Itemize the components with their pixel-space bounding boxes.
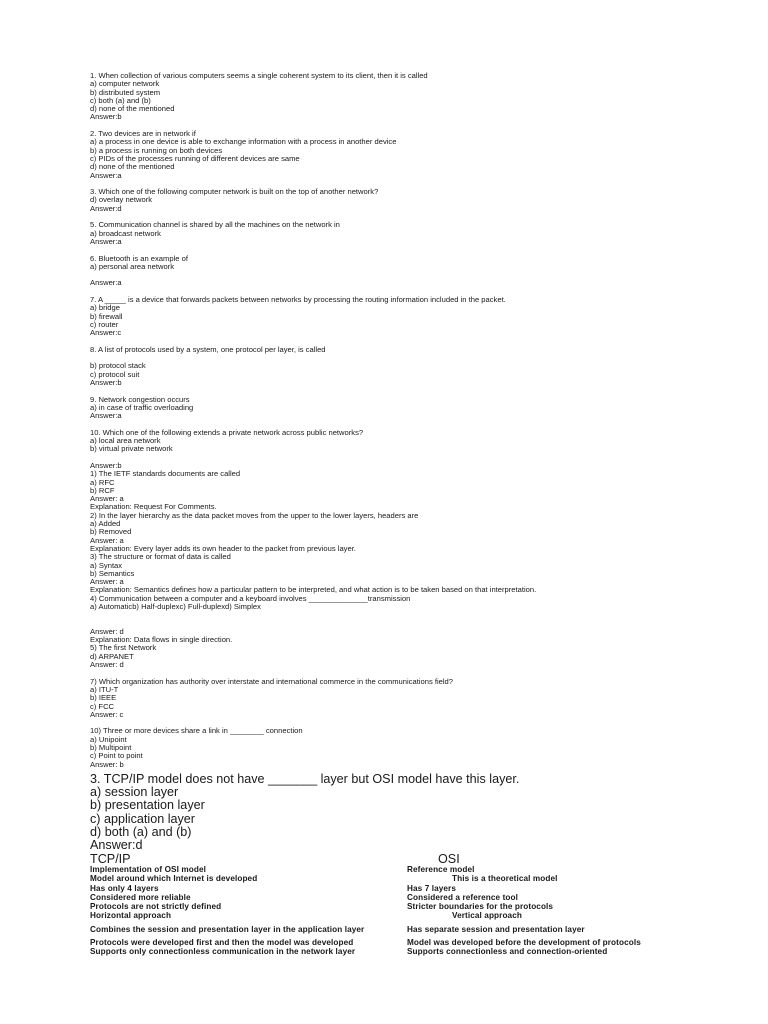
osi-cell: Has separate session and presentation layer bbox=[407, 924, 585, 934]
tcpip-cell: Combines the session and presentation layer in the application layer bbox=[90, 924, 365, 934]
question-6 bbox=[90, 255, 690, 288]
comparison-table bbox=[90, 852, 690, 956]
tcpip-question bbox=[90, 773, 690, 852]
question-9 bbox=[90, 396, 690, 421]
option: b) presentation layer bbox=[90, 798, 205, 813]
text-line: c) FCC bbox=[90, 701, 115, 711]
tcpip-cell: Has only 4 layers bbox=[90, 883, 159, 893]
option: a) session layer bbox=[90, 785, 179, 800]
text-line: 4) Communication between a computer and a keyboard involves ______________transmission bbox=[90, 593, 411, 603]
question-2 bbox=[90, 130, 690, 180]
question-text: 3. TCP/IP model does not have _______ layer but OSI model have this layer. bbox=[90, 771, 520, 786]
osi-cell: Supports connectionless and connection-oriented bbox=[407, 947, 608, 957]
option: b) firewall bbox=[90, 311, 123, 321]
text-line: a) ITU-T bbox=[90, 684, 119, 694]
option: d) both (a) and (b) bbox=[90, 824, 192, 839]
question-text: 8. A list of protocols used by a system, one protocol per layer, is called bbox=[90, 344, 326, 354]
text-line: a) Automaticb) Half-duplexc) Full-duplexd) Simplex bbox=[90, 602, 261, 611]
question-8 bbox=[90, 346, 690, 387]
text-line: 5) The first Network bbox=[90, 643, 157, 653]
option: a) a process in one device is able to exchange information with a process in another device bbox=[90, 137, 397, 147]
table-row bbox=[90, 893, 690, 902]
answer: Answer:a bbox=[90, 170, 122, 180]
answer: Answer:b bbox=[90, 112, 122, 122]
tcpip-header: TCP/IP bbox=[90, 852, 131, 867]
answer: Answer:b bbox=[90, 377, 122, 387]
comparison-rows bbox=[90, 865, 690, 956]
table-row bbox=[90, 902, 690, 911]
text-line: b) Multipoint bbox=[90, 743, 132, 753]
text-line: b) IEEE bbox=[90, 693, 117, 703]
option: d) overlay network bbox=[90, 195, 153, 205]
document-page bbox=[90, 72, 690, 957]
option: a) in case of traffic overloading bbox=[90, 402, 194, 412]
osi-cell: Considered a reference tool bbox=[407, 892, 518, 902]
question-1 bbox=[90, 72, 690, 122]
text-line: 3) The structure or format of data is called bbox=[90, 552, 231, 562]
question-10 bbox=[90, 429, 690, 470]
answer: Answer:a bbox=[90, 278, 122, 288]
osi-cell: Has 7 layers bbox=[407, 883, 456, 893]
tcpip-cell: Considered more reliable bbox=[90, 892, 191, 902]
option: a) computer network bbox=[90, 79, 160, 89]
question-7 bbox=[90, 296, 690, 337]
text-line: 1) The IETF standards documents are called bbox=[90, 469, 241, 479]
osi-cell: This is a theoretical model bbox=[452, 874, 558, 884]
question-text: 5. Communication channel is shared by all the machines on the network in bbox=[90, 220, 340, 230]
tcpip-cell: Supports only connectionless communication in the network layer bbox=[90, 947, 356, 957]
text-line: 2) In the layer hierarchy as the data packet moves from the upper to the lower layers, headers are bbox=[90, 510, 419, 520]
option: c) protocol suit bbox=[90, 369, 140, 379]
option: d) none of the mentioned bbox=[90, 104, 175, 114]
option: b) distributed system bbox=[90, 87, 161, 97]
text-line: Answer: d bbox=[90, 626, 124, 636]
question-text: 3. Which one of the following computer network is built on the top of another network? bbox=[90, 187, 379, 197]
answer: Answer:d bbox=[90, 837, 143, 852]
text-line: Answer: a bbox=[90, 577, 124, 587]
option: b) protocol stack bbox=[90, 361, 146, 371]
quiz-section-1 bbox=[90, 72, 690, 470]
quiz-section-2 bbox=[90, 470, 690, 769]
text-line: Answer: a bbox=[90, 494, 124, 504]
question-3 bbox=[90, 188, 690, 213]
table-row bbox=[90, 874, 690, 883]
text-line: a) RFC bbox=[90, 477, 115, 487]
text-line: a) Syntax bbox=[90, 560, 123, 570]
table-row bbox=[90, 865, 690, 874]
tcpip-cell: Protocols were developed first and then the model was developed bbox=[90, 938, 354, 948]
text-line: Explanation: Data flows in single direction. bbox=[90, 635, 233, 645]
text-line: Answer: d bbox=[90, 660, 124, 670]
tcpip-cell: Protocols are not strictly defined bbox=[90, 901, 222, 911]
comparison-header bbox=[90, 852, 690, 865]
text-line: Answer: b bbox=[90, 759, 124, 769]
text-line: b) RCF bbox=[90, 485, 115, 495]
option: c) router bbox=[90, 319, 119, 329]
question-text: 6. Bluetooth is an example of bbox=[90, 253, 188, 263]
option: c) PIDs of the processes running of different devices are same bbox=[90, 153, 300, 163]
table-row bbox=[90, 947, 690, 956]
text-line: c) Point to point bbox=[90, 751, 143, 761]
answer: Answer:a bbox=[90, 236, 122, 246]
option: a) personal area network bbox=[90, 261, 174, 271]
osi-header: OSI bbox=[438, 852, 460, 867]
text-line: d) ARPANET bbox=[90, 651, 134, 661]
text-line: Answer: c bbox=[90, 709, 124, 719]
osi-cell: Model was developed before the development of protocols bbox=[407, 938, 641, 948]
option: c) both (a) and (b) bbox=[90, 95, 151, 105]
option: a) local area network bbox=[90, 436, 161, 446]
tcpip-cell: Model around which Internet is developed bbox=[90, 874, 258, 884]
tcpip-cell: Horizontal approach bbox=[90, 911, 172, 921]
option: b) virtual private network bbox=[90, 444, 173, 454]
option: c) application layer bbox=[90, 811, 195, 826]
question-text: 7. A _____ is a device that forwards packets between networks by processing the routing information included in the packet. bbox=[90, 295, 506, 305]
option: a) broadcast network bbox=[90, 228, 161, 238]
option: d) none of the mentioned bbox=[90, 162, 175, 172]
osi-cell: Stricter boundaries for the protocols bbox=[407, 901, 554, 911]
text-line: 7) Which organization has authority over interstate and international commerce in the communications field? bbox=[90, 676, 453, 686]
text-line: 10) Three or more devices share a link in ________ connection bbox=[90, 726, 303, 736]
question-5 bbox=[90, 221, 690, 246]
question-text: 9. Network congestion occurs bbox=[90, 394, 190, 404]
text-line: Answer: a bbox=[90, 535, 124, 545]
table-row bbox=[90, 938, 690, 947]
table-row bbox=[90, 925, 690, 934]
question-text: 2. Two devices are in network if bbox=[90, 129, 196, 139]
tcpip-cell: Implementation of OSI model bbox=[90, 865, 206, 875]
osi-cell: Vertical approach bbox=[452, 911, 522, 921]
text-line: a) Unipoint bbox=[90, 734, 127, 744]
text-line: a) Added bbox=[90, 519, 121, 529]
text-line: Explanation: Semantics defines how a particular pattern to be interpreted, and what action is to be taken based on that interpretation. bbox=[90, 585, 537, 595]
table-row bbox=[90, 911, 690, 920]
answer: Answer:c bbox=[90, 328, 122, 338]
osi-cell: Reference model bbox=[407, 865, 475, 875]
text-line: Explanation: Request For Comments. bbox=[90, 502, 217, 512]
text-line: b) Semantics bbox=[90, 568, 135, 578]
answer: Answer:b bbox=[90, 460, 122, 470]
text-line: Explanation: Every layer adds its own header to the packet from previous layer. bbox=[90, 543, 356, 553]
answer: Answer:a bbox=[90, 411, 122, 421]
answer: Answer:d bbox=[90, 203, 122, 213]
table-row bbox=[90, 884, 690, 893]
option: b) a process is running on both devices bbox=[90, 145, 223, 155]
question-text: 10. Which one of the following extends a private network across public networks? bbox=[90, 427, 364, 437]
text-line: b) Removed bbox=[90, 527, 132, 537]
option: a) bridge bbox=[90, 303, 120, 313]
question-text: 1. When collection of various computers seems a single coherent system to its client, then it is called bbox=[90, 71, 428, 80]
